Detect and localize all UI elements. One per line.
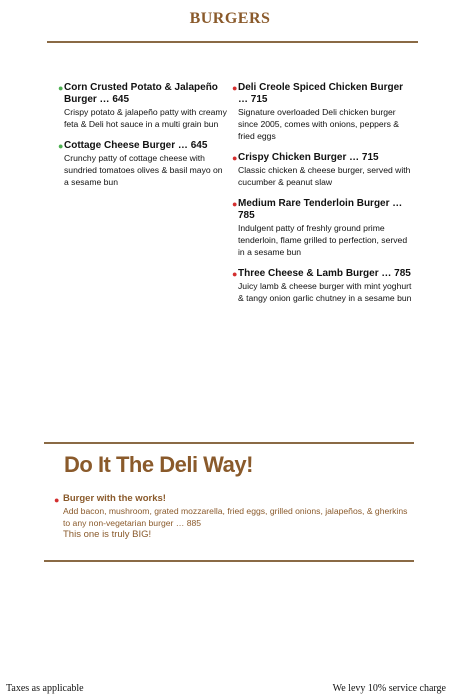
menu-item xyxy=(232,268,412,304)
menu-item-description: Crunchy patty of cottage cheese with sundried tomatoes olives & basil mayo on a sesame bun xyxy=(64,153,223,187)
menu-item-name: Medium Rare Tenderloin Burger … 785 xyxy=(238,198,403,221)
menu-item-name: Three Cheese & Lamb Burger … 785 xyxy=(238,268,411,279)
menu-item xyxy=(58,140,228,188)
menu-item-note: This one is truly BIG! xyxy=(63,529,152,540)
menu-item-description: Crispy potato & jalapeño patty with creamy feta & Deli hot sauce in a multi grain bun xyxy=(64,107,227,129)
service-charge-note: We levy 10% service charge xyxy=(332,683,446,694)
menu-item-name: Burger with the works! xyxy=(63,493,166,504)
menu-item-name: Deli Creole Spiced Chicken Burger … 715 xyxy=(238,82,404,105)
top-divider xyxy=(47,41,418,43)
page-title: BURGERS xyxy=(189,10,271,27)
menu-item xyxy=(58,82,228,130)
nonveg-bullet-icon: ● xyxy=(54,495,60,505)
menu-item-description: Add bacon, mushroom, grated mozzarella, fried eggs, grilled onions, jalapeños, & gherkins to any non-vegetarian burger … 885 xyxy=(63,506,408,528)
section-title: Do It The Deli Way! xyxy=(64,452,253,477)
nonveg-bullet-icon: ● xyxy=(232,199,238,209)
middle-divider xyxy=(44,442,414,444)
veg-bullet-icon: ● xyxy=(58,141,64,151)
nonveg-bullet-icon: ● xyxy=(232,269,238,279)
menu-item-description: Classic chicken & cheese burger, served with cucumber & peanut slaw xyxy=(238,165,411,187)
menu-item xyxy=(232,152,412,188)
menu-item-name: Cottage Cheese Burger … 645 xyxy=(64,140,208,151)
veg-bullet-icon: ● xyxy=(58,83,64,93)
nonveg-bullet-icon: ● xyxy=(232,83,238,93)
menu-item-name: Crispy Chicken Burger … 715 xyxy=(238,152,379,163)
menu-item-description: Juicy lamb & cheese burger with mint yoghurt & tangy onion garlic chutney in a sesame bun xyxy=(238,281,412,303)
left-menu-column xyxy=(58,82,228,198)
deli-way-item xyxy=(54,493,414,541)
taxes-note: Taxes as applicable xyxy=(6,683,84,694)
menu-item xyxy=(232,198,412,258)
nonveg-bullet-icon: ● xyxy=(232,153,238,163)
menu-item xyxy=(232,82,412,142)
bottom-divider xyxy=(44,560,414,562)
menu-item-name: Corn Crusted Potato & Jalapeño Burger … 645 xyxy=(64,82,218,105)
right-menu-column xyxy=(232,82,412,314)
menu-item-description: Indulgent patty of freshly ground prime tenderloin, flame grilled to perfection, served in a sesame bun xyxy=(238,223,408,257)
menu-item-description: Signature overloaded Deli chicken burger since 2005, comes with onions, peppers & fried eggs xyxy=(238,107,399,141)
